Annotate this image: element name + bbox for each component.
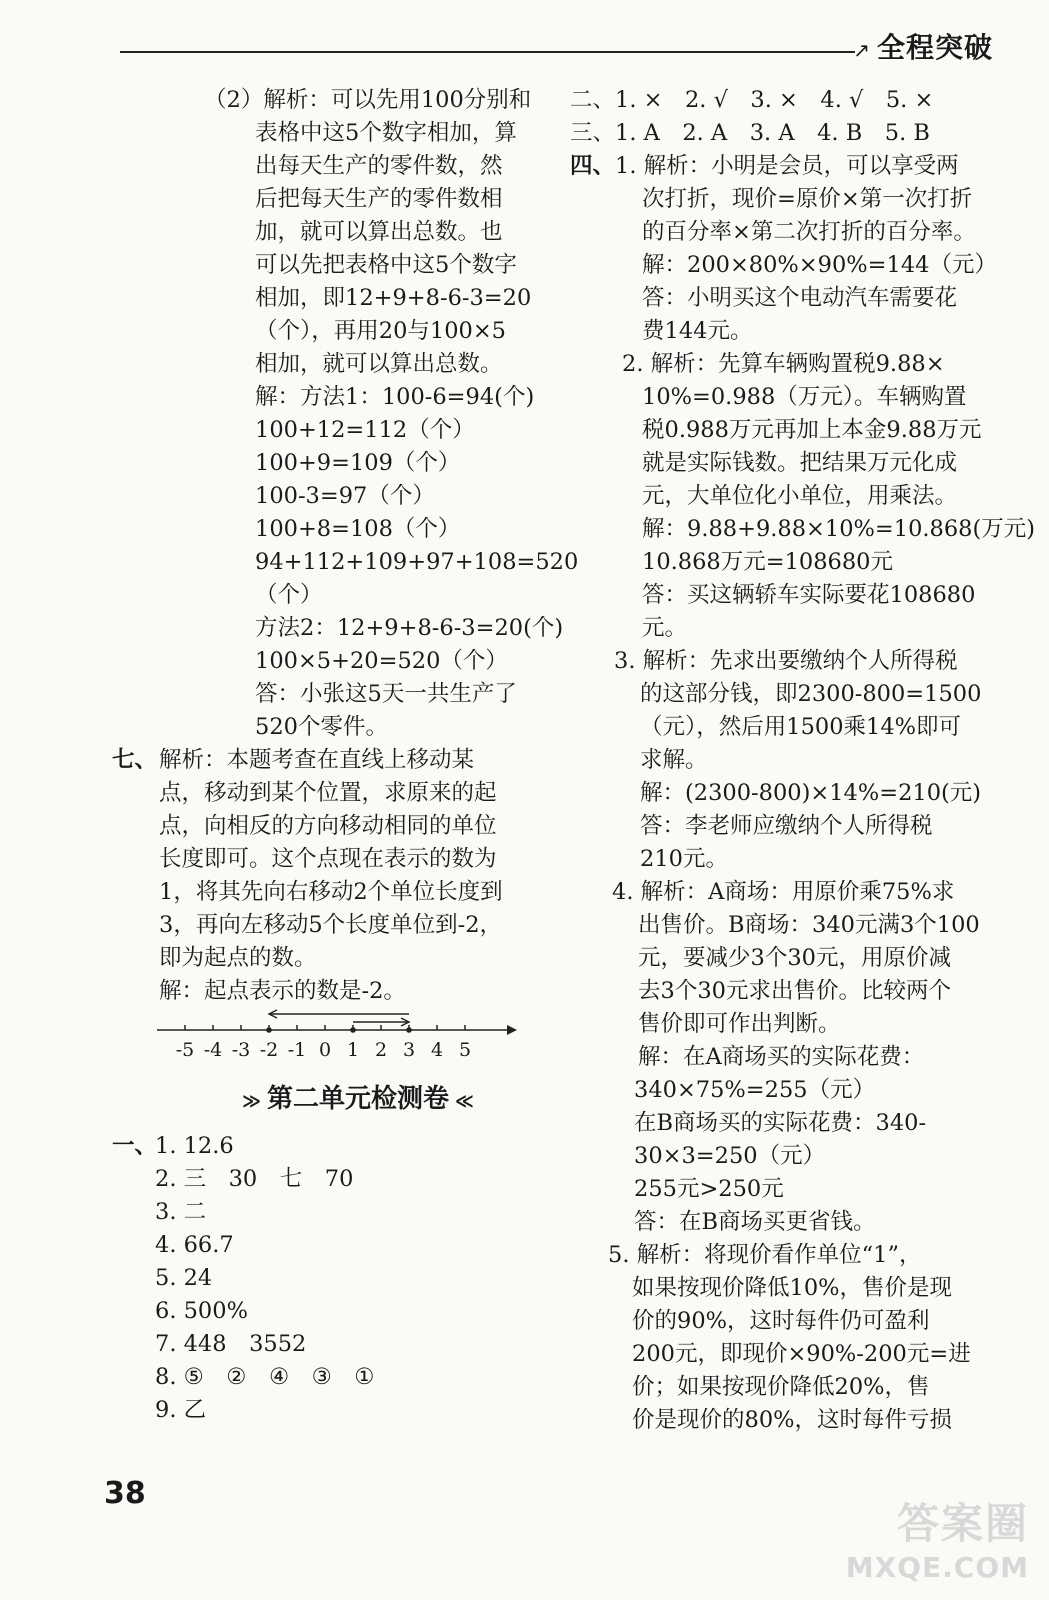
text-line: 可以先把表格中这5个数字	[255, 252, 517, 278]
text-line: 3. 解析：先求出要缴纳个人所得税	[614, 648, 958, 674]
double-chevron-left-icon: ≪	[455, 1091, 474, 1112]
text-line: 5. 解析：将现价看作单位“1”，	[608, 1242, 922, 1268]
text-line: 次打折，现价=原价×第一次打折	[642, 186, 973, 212]
part4-q1	[570, 150, 1000, 348]
part3-answers: 三、1. A 2. A 3. A 4. B 5. B	[570, 120, 930, 146]
part2-answers: 二、1. × 2. √ 3. × 4. √ 5. ×	[570, 87, 934, 113]
move-arrows	[269, 1010, 409, 1026]
text-line: 点，向相反的方向移动相同的单位	[159, 813, 497, 839]
text-line: 解：200×80%×90%=144（元）	[642, 252, 997, 278]
tick-label: 5	[458, 1039, 472, 1061]
tick-label: -4	[203, 1039, 223, 1061]
part4-q2	[570, 348, 1036, 645]
text-line: 答：小明买这个电动汽车需要花	[642, 285, 958, 311]
answer-item: 2. 三 30 七 70	[155, 1166, 354, 1192]
tick-label: -2	[259, 1039, 279, 1061]
text-line: 后把每天生产的零件数相	[255, 186, 503, 212]
text-line: 价是现价的80%，这时每件亏损	[632, 1407, 953, 1433]
part1-answers	[112, 1130, 544, 1427]
point-dot	[406, 1027, 412, 1033]
text-line: 100×5+20=520（个）	[255, 648, 508, 674]
tick-label: -1	[287, 1039, 307, 1061]
number-line-svg	[157, 1010, 517, 1066]
tick-label: 1	[346, 1039, 360, 1061]
text-line: 解：(2300-800)×14%=210(元)	[640, 780, 982, 806]
text-line: 解：方法1：100-6=94(个)	[255, 384, 535, 410]
text-line: 100-3=97（个）	[255, 483, 435, 509]
watermark-line: 答案圈	[896, 1499, 1029, 1548]
text-line: 去3个30元求出售价。比较两个	[638, 978, 951, 1004]
text-line: 3，再向左移动5个长度单位到-2，	[159, 912, 503, 938]
part4-q3	[570, 645, 1000, 876]
text-line: 方法2：12+9+8-6-3=20(个)	[255, 615, 564, 641]
number-line-diagram	[112, 1008, 544, 1068]
part-label: 四、	[570, 153, 616, 179]
text-line: 解：起点表示的数是-2。	[159, 978, 406, 1004]
header-rule	[120, 51, 855, 53]
answer-item: 1. 12.6	[155, 1133, 234, 1159]
text-line: 即为起点的数。	[159, 945, 317, 971]
answer-item: 3. 二	[155, 1199, 207, 1225]
book-title-text: 全程突破	[876, 31, 993, 64]
text-line: 解：9.88+9.88×10%=10.868(万元)	[642, 516, 1036, 542]
text-line: 100+12=112（个）	[255, 417, 475, 443]
text-line: 答：李老师应缴纳个人所得税	[640, 813, 933, 839]
text-line: 售价即可作出判断。	[638, 1011, 841, 1037]
q7-block	[112, 744, 544, 1008]
tick-label: 3	[402, 1039, 416, 1061]
answer-item: 7. 448 3552	[155, 1331, 307, 1357]
answer-item: 4. 66.7	[155, 1232, 234, 1258]
text-line: （个），再用20与100×5	[255, 318, 506, 344]
text-line: 元，要减少3个30元，用原价减	[638, 945, 951, 971]
section-title	[112, 1068, 544, 1130]
double-chevron-right-icon: ≫	[242, 1091, 261, 1112]
part4-q5	[570, 1239, 1000, 1437]
text-line: 点，移动到某个位置，求原来的起	[159, 780, 497, 806]
tick-label: 0	[318, 1039, 332, 1061]
text-line: 100+9=109（个）	[255, 450, 461, 476]
page-number: 38	[104, 1476, 146, 1511]
text-line: 元。	[642, 615, 688, 641]
swoosh-icon: ↗	[853, 38, 871, 62]
part4-q4	[570, 876, 1000, 1239]
watermark-logo	[846, 1491, 1029, 1584]
text-line: （元），然后用1500乘14%即可	[640, 714, 962, 740]
text-line: 解：在A商场买的实际花费：	[638, 1044, 925, 1070]
text-line: 30×3=250（元）	[634, 1143, 826, 1169]
text-line: 340×75%=255（元）	[634, 1077, 876, 1103]
tick-label: 2	[374, 1039, 388, 1061]
tick-label: 4	[430, 1039, 444, 1061]
text-line: 答：在B商场买更省钱。	[634, 1209, 876, 1235]
axis-arrowhead	[507, 1025, 517, 1035]
text-line: 210元。	[640, 846, 728, 872]
text-line: 价的90%，这时每件仍可盈利	[632, 1308, 930, 1334]
watermark-line: MXQE.COM	[845, 1551, 1029, 1584]
text-line: 元，大单位化小单位，用乘法。	[642, 483, 958, 509]
text-line: 加，就可以算出总数。也	[255, 219, 503, 245]
text-line: 10.868万元=108680元	[642, 549, 893, 575]
text-line: 255元>250元	[634, 1176, 784, 1202]
text-line: 1. 解析：小明是会员，可以享受两	[615, 153, 959, 179]
question-label: 七、	[112, 747, 158, 773]
text-line: 表格中这5个数字相加，算	[255, 120, 517, 146]
text-line: 出售价。B商场：340元满3个100	[638, 912, 980, 938]
text-line: 解析：本题考查在直线上移动某	[159, 747, 475, 773]
text-line: 520个零件。	[255, 714, 388, 740]
answer-item: 9. 乙	[155, 1397, 207, 1423]
tick-labels	[176, 1039, 471, 1061]
q6-part2-block	[112, 84, 579, 744]
answer-item: 6. 500%	[155, 1298, 248, 1324]
text-line: 10%=0.988（万元）。车辆购置	[642, 384, 967, 410]
text-line: 如果按现价降低10%，售价是现	[632, 1275, 953, 1301]
text-line: 求解。	[640, 747, 708, 773]
text-line: 答：买这辆轿车实际要花108680	[642, 582, 976, 608]
point-dot	[350, 1027, 356, 1033]
part-label: 一、	[112, 1133, 158, 1159]
answer-item: 8. ⑤ ② ④ ③ ①	[155, 1364, 375, 1390]
text-line: 出每天生产的零件数，然	[255, 153, 503, 179]
text-line: 价；如果按现价降低20%，售	[632, 1374, 930, 1400]
text-line: 答：小张这5天一共生产了	[255, 681, 517, 707]
text-line: 长度即可。这个点现在表示的数为	[159, 846, 497, 872]
section-title-text: 第二单元检测卷	[266, 1084, 449, 1114]
book-title	[853, 26, 993, 66]
answer-item: 5. 24	[155, 1265, 213, 1291]
text-line: 100+8=108（个）	[255, 516, 461, 542]
text-line: 200元，即现价×90%-200元=进	[632, 1341, 971, 1367]
left-column	[112, 84, 579, 1427]
text-line: 的百分率×第二次打折的百分率。	[642, 219, 976, 245]
text-line: 相加，即12+9+8-6-3=20	[255, 285, 532, 311]
point-dot	[266, 1027, 272, 1033]
text-line: 94+112+109+97+108=520	[255, 549, 579, 575]
text-line: 2. 解析：先算车辆购置税9.88×	[622, 351, 945, 377]
text-line: 税0.988万元再加上本金9.88万元	[642, 417, 982, 443]
text-line: 1，将其先向右移动2个单位长度到	[159, 879, 503, 905]
text-line: （个）	[255, 582, 323, 608]
text-line: 在B商场买的实际花费：340-	[634, 1110, 927, 1136]
tick-label: -5	[175, 1039, 195, 1061]
text-line: 相加，就可以算出总数。	[255, 351, 503, 377]
right-column	[570, 84, 1036, 1437]
text-line: 就是实际钱数。把结果万元化成	[642, 450, 958, 476]
tick-label: -3	[231, 1039, 251, 1061]
text-line: 的这部分钱，即2300-800=1500	[640, 681, 982, 707]
text-line: （2）解析：可以先用100分别和	[204, 87, 532, 113]
text-line: 4. 解析：A商场：用原价乘75%求	[612, 879, 955, 905]
text-line: 费144元。	[642, 318, 753, 344]
